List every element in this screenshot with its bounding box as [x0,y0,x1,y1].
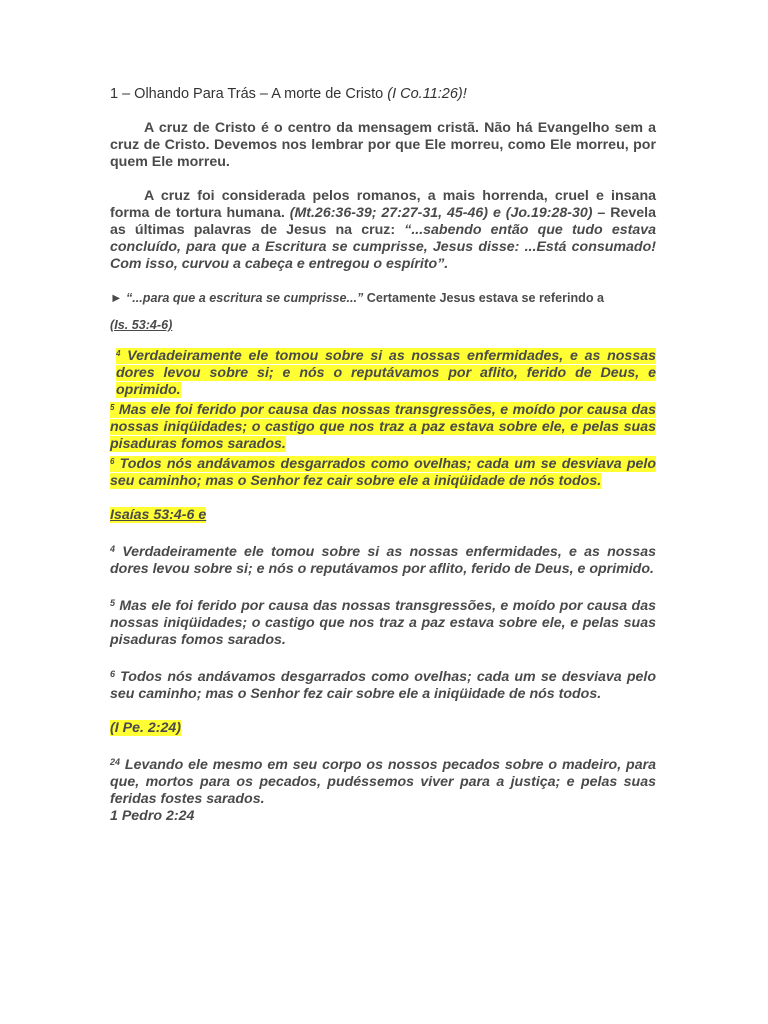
pointer-text: Certamente Jesus estava se referindo a [363,291,605,305]
verse-number: 6 [110,669,116,679]
reference-pedro: (I Pe. 2:24) [110,720,181,736]
document-page [110,86,656,825]
scripture-reference: (Mt.26:36-39; 27:27-31, 45-46) e (Jo.19:28-30) [289,205,593,221]
pointer-paragraph [110,290,656,307]
verse-number: 5 [110,403,115,412]
section-heading [110,86,656,103]
heading-text: 1 – Olhando Para Trás – A morte de Cristo [110,86,388,102]
paragraph-intro: A cruz de Cristo é o centro da mensagem cristã. Não há Evangelho sem a cruz de Cristo. Devemos nos lembrar por que Ele morreu, como Ele morreu, por quem Ele morreu. [110,120,656,170]
reference-isaias-short: (Is. 53:4-6) [110,318,173,332]
paragraph-cross-text-2: – Revela as últimas palavras de Jesus na cruz: [110,205,656,238]
verse-number: 4 [116,349,121,358]
verse-text: Todos nós andávamos desgarrados como ovelhas; cada um se desviava pelo seu caminho; mas o Senhor fez cair sobre ele a iniqüidade de nós todos. [110,669,656,702]
paragraph-cross-text: A cruz foi considerada pelos romanos, a mais horrenda, cruel e insana forma de tortura humana. [110,188,656,221]
highlighted-verse-5 [110,399,656,453]
highlighted-verse-6 [110,453,656,490]
verse-text: Todos nós andávamos desgarrados como ovelhas; cada um se desviava pelo seu caminho; mas o Senhor fez cair sobre ele a iniqüidade de nós todos. [110,456,656,489]
pointer-quote: “...para que a escritura se cumprisse...” [122,291,364,305]
reference-pedro-end: 1 Pedro 2:24 [110,808,195,824]
verse-number: 24 [110,757,121,767]
reference-isaias-long: Isaías 53:4-6 e [110,507,207,523]
verse-6 [110,666,656,703]
verse-text: Verdadeiramente ele tomou sobre si as nossas enfermidades, e as nossas dores levou sobre si; e nós o reputávamos por aflito, ferido de Deus, e oprimido. [110,544,656,577]
verse-text: Mas ele foi ferido por causa das nossas transgressões, e moído por causa das nossas iniqüidades; o castigo que nos traz a paz estava sobre ele, e pelas suas pisaduras fomos sarados. [110,402,656,452]
verse-text: Levando ele mesmo em seu corpo os nossos pecados sobre o madeiro, para que, mortos para os pecados, pudéssemos viver para a justiça; e pelas suas feridas fostes sarados. [110,757,656,807]
scripture-quote: “...sabendo então que tudo estava concluído, para que a Escritura se cumprisse, Jesus disse: ...Está consumado! Com isso, curvou a cabeça e entregou o espírito”. [110,222,656,272]
verse-text: Mas ele foi ferido por causa das nossas transgressões, e moído por causa das nossas iniqüidades; o castigo que nos traz a paz estava sobre ele, e pelas suas pisaduras fomos sarados. [110,598,656,648]
verse-pedro [110,754,656,808]
highlighted-verses [110,345,656,399]
verse-number: 5 [110,598,116,608]
paragraph-cross [110,188,656,273]
verse-text: Verdadeiramente ele tomou sobre si as nossas enfermidades, e as nossas dores levou sobre si; e nós o reputávamos por aflito, ferido de Deus, e oprimido. [116,348,656,398]
verse-5 [110,595,656,649]
verse-4 [110,541,656,578]
verse-number: 6 [110,457,115,466]
arrow-icon: ► [110,291,123,305]
verse-number: 4 [110,544,116,554]
heading-reference: (I Co.11:26)! [387,86,467,102]
